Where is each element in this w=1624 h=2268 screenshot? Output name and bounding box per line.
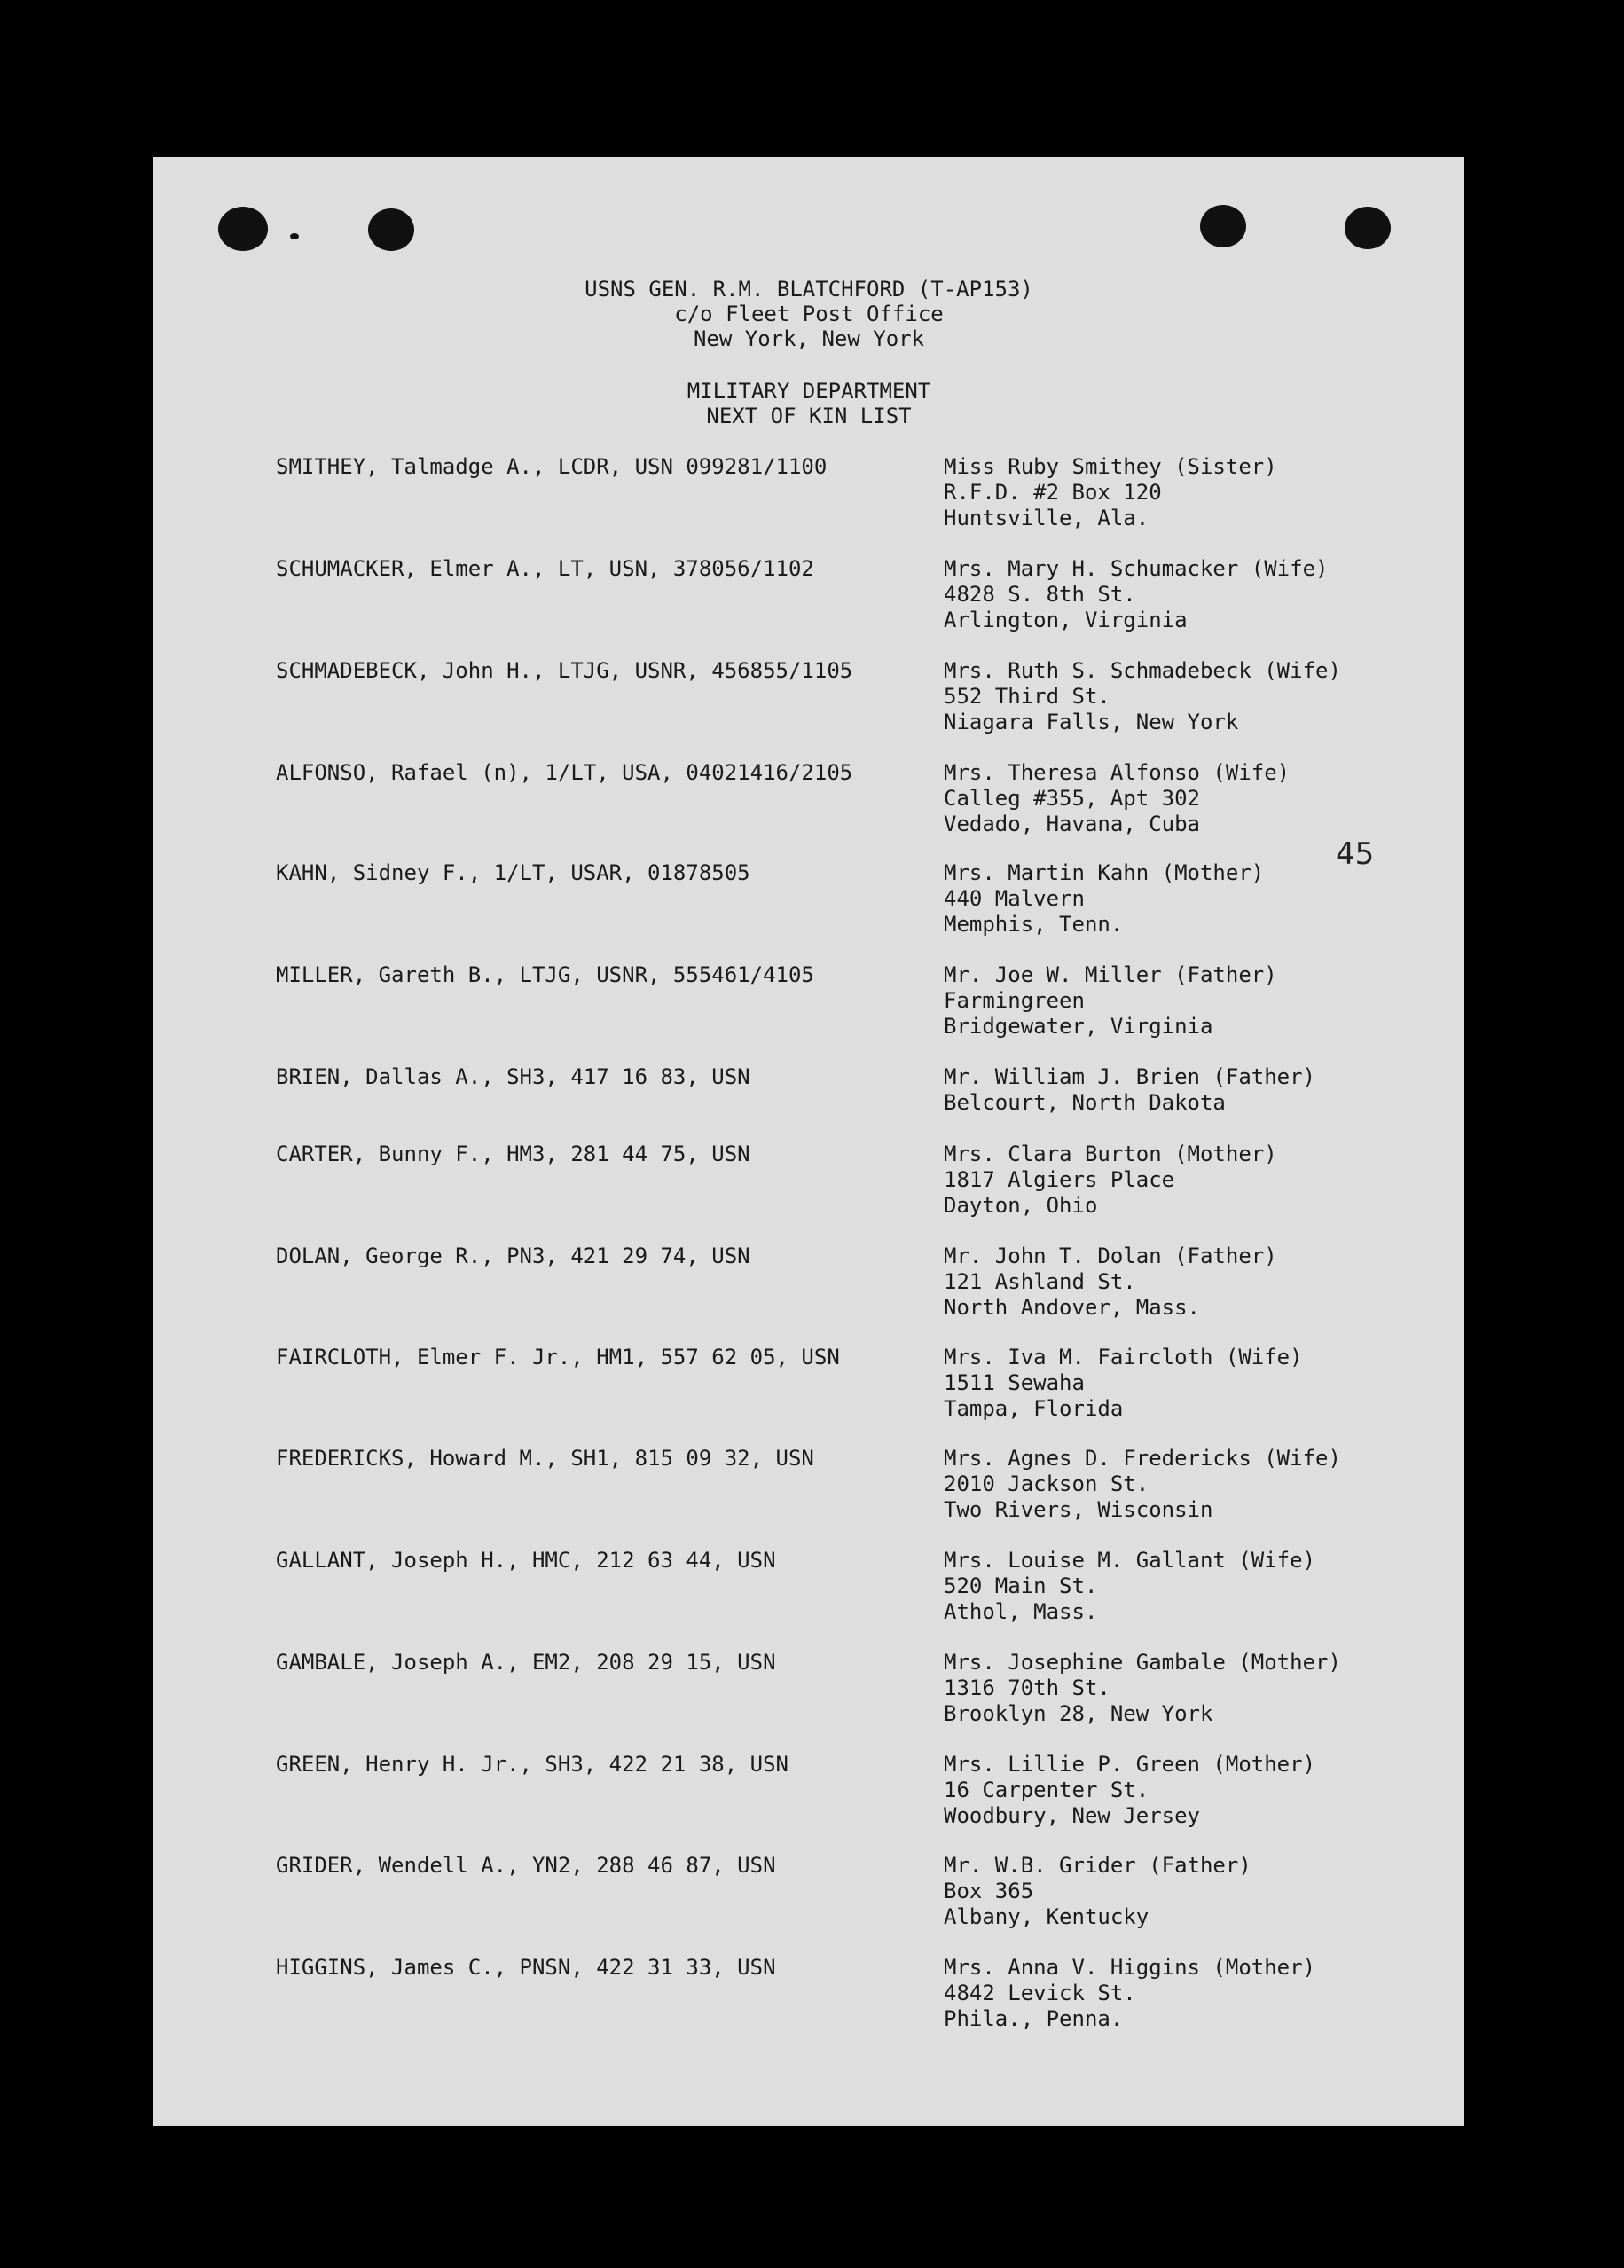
- kin-line: 520 Main St.: [944, 1573, 1098, 1598]
- member-name: MILLER, Gareth B., LTJG, USNR, 555461/4105: [276, 962, 814, 987]
- list-item: [153, 1446, 1464, 1526]
- kin-line: 440 Malvern: [944, 886, 1085, 911]
- kin-line: Mr. John T. Dolan (Father): [944, 1244, 1277, 1268]
- kin-line: Mrs. Mary H. Schumacker (Wife): [944, 556, 1329, 581]
- list-item: [153, 760, 1464, 840]
- kin-line: Huntsville, Ala.: [944, 506, 1149, 530]
- list-item: [153, 556, 1464, 636]
- kin-line: Arlington, Virginia: [944, 608, 1188, 632]
- member-name: CARTER, Bunny F., HM3, 281 44 75, USN: [276, 1142, 750, 1166]
- next-of-kin-address: [944, 860, 1264, 938]
- list-item: [153, 962, 1464, 1042]
- punch-hole-right-2: [1345, 207, 1391, 249]
- next-of-kin-address: [944, 1446, 1341, 1523]
- member-name: GRIDER, Wendell A., YN2, 288 46 87, USN: [276, 1853, 776, 1878]
- next-of-kin-address: [944, 556, 1328, 633]
- kin-line: 552 Third St.: [944, 684, 1110, 709]
- kin-line: Mr. W.B. Grider (Father): [944, 1853, 1251, 1878]
- kin-line: Albany, Kentucky: [944, 1904, 1149, 1929]
- next-of-kin-address: [944, 760, 1290, 837]
- next-of-kin-address: [944, 658, 1341, 735]
- kin-line: Mrs. Clara Burton (Mother): [944, 1142, 1277, 1166]
- kin-line: Bridgewater, Virginia: [944, 1014, 1213, 1039]
- kin-line: Mrs. Anna V. Higgins (Mother): [944, 1955, 1316, 1980]
- member-name: FREDERICKS, Howard M., SH1, 815 09 32, USN: [276, 1446, 814, 1471]
- member-name: SMITHEY, Talmadge A., LCDR, USN 099281/1100: [276, 454, 828, 479]
- next-of-kin-address: [944, 1548, 1315, 1625]
- kin-line: 2010 Jackson St.: [944, 1471, 1149, 1496]
- kin-line: Mrs. Iva M. Faircloth (Wife): [944, 1345, 1303, 1369]
- member-name: GALLANT, Joseph H., HMC, 212 63 44, USN: [276, 1548, 776, 1573]
- header-list-title: NEXT OF KIN LIST: [706, 404, 912, 428]
- header-department: MILITARY DEPARTMENT: [686, 379, 931, 404]
- next-of-kin-address: [944, 1244, 1277, 1321]
- kin-line: Miss Ruby Smithey (Sister): [944, 454, 1277, 479]
- next-of-kin-address: [944, 454, 1277, 531]
- kin-line: Box 365: [944, 1879, 1034, 1903]
- header-care-of: c/o Fleet Post Office: [674, 302, 944, 326]
- kin-line: Mrs. Lillie P. Green (Mother): [944, 1752, 1316, 1777]
- list-item: [153, 1548, 1464, 1628]
- kin-line: Woodbury, New Jersey: [944, 1803, 1200, 1828]
- punch-hole-left-1: [218, 207, 268, 251]
- kin-line: Mrs. Josephine Gambale (Mother): [944, 1650, 1341, 1675]
- kin-line: 1817 Algiers Place: [944, 1167, 1175, 1192]
- kin-line: Mrs. Ruth S. Schmadebeck (Wife): [944, 658, 1341, 683]
- kin-line: North Andover, Mass.: [944, 1295, 1200, 1320]
- kin-line: Mrs. Martin Kahn (Mother): [944, 860, 1265, 885]
- kin-line: Dayton, Ohio: [944, 1193, 1098, 1218]
- list-item: [153, 1650, 1464, 1730]
- member-name: SCHMADEBECK, John H., LTJG, USNR, 456855/1105: [276, 658, 853, 683]
- member-name: BRIEN, Dallas A., SH3, 417 16 83, USN: [276, 1064, 750, 1089]
- list-item: [153, 1142, 1464, 1221]
- kin-line: Two Rivers, Wisconsin: [944, 1497, 1213, 1522]
- page-number: 45: [1336, 836, 1375, 872]
- member-name: HIGGINS, James C., PNSN, 422 31 33, USN: [276, 1955, 776, 1980]
- list-item: [153, 454, 1464, 534]
- kin-line: Athol, Mass.: [944, 1599, 1098, 1624]
- list-item: [153, 1345, 1464, 1424]
- list-item: [153, 1955, 1464, 2035]
- next-of-kin-address: [944, 1064, 1315, 1116]
- member-name: FAIRCLOTH, Elmer F. Jr., HM1, 557 62 05, USN: [276, 1345, 840, 1369]
- kin-line: 121 Ashland St.: [944, 1269, 1136, 1294]
- member-name: DOLAN, George R., PN3, 421 29 74, USN: [276, 1244, 750, 1268]
- member-name: ALFONSO, Rafael (n), 1/LT, USA, 04021416/2105: [276, 760, 853, 785]
- kin-line: 16 Carpenter St.: [944, 1778, 1149, 1802]
- kin-line: Mr. Joe W. Miller (Father): [944, 962, 1277, 987]
- kin-line: Brooklyn 28, New York: [944, 1701, 1213, 1726]
- list-item: [153, 1853, 1464, 1933]
- kin-line: Memphis, Tenn.: [944, 912, 1124, 937]
- header-ship: USNS GEN. R.M. BLATCHFORD (T-AP153): [584, 277, 1033, 302]
- list-item: [153, 860, 1464, 940]
- next-of-kin-address: [944, 1955, 1315, 2032]
- list-item: [153, 1064, 1464, 1144]
- kin-line: 4842 Levick St.: [944, 1981, 1136, 2005]
- next-of-kin-address: [944, 1853, 1251, 1930]
- list-item: [153, 1244, 1464, 1323]
- kin-line: Niagara Falls, New York: [944, 710, 1239, 734]
- member-name: GREEN, Henry H. Jr., SH3, 422 21 38, USN: [276, 1752, 788, 1777]
- member-name: GAMBALE, Joseph A., EM2, 208 29 15, USN: [276, 1650, 776, 1675]
- next-of-kin-address: [944, 1752, 1315, 1829]
- kin-line: Tampa, Florida: [944, 1396, 1124, 1421]
- kin-line: 1511 Sewaha: [944, 1370, 1085, 1395]
- kin-line: Mrs. Louise M. Gallant (Wife): [944, 1548, 1316, 1573]
- member-name: SCHUMACKER, Elmer A., LT, USN, 378056/1102: [276, 556, 814, 581]
- list-item: [153, 658, 1464, 738]
- punch-hole-right-1: [1200, 205, 1246, 247]
- kin-line: Farmingreen: [944, 988, 1085, 1013]
- next-of-kin-address: [944, 1142, 1277, 1219]
- member-name: KAHN, Sidney F., 1/LT, USAR, 01878505: [276, 860, 750, 885]
- kin-line: Vedado, Havana, Cuba: [944, 812, 1200, 836]
- document-page: [153, 157, 1464, 2126]
- next-of-kin-address: [944, 962, 1277, 1040]
- speck-mark: [290, 233, 299, 239]
- kin-line: Belcourt, North Dakota: [944, 1090, 1226, 1115]
- kin-line: Mr. William J. Brien (Father): [944, 1064, 1316, 1089]
- kin-line: Mrs. Theresa Alfonso (Wife): [944, 760, 1291, 785]
- header-city: New York, New York: [693, 326, 925, 351]
- kin-line: 1316 70th St.: [944, 1675, 1110, 1700]
- kin-line: Phila., Penna.: [944, 2006, 1124, 2031]
- list-item: [153, 1752, 1464, 1832]
- punch-hole-left-2: [368, 208, 414, 251]
- kin-line: R.F.D. #2 Box 120: [944, 480, 1162, 505]
- kin-line: 4828 S. 8th St.: [944, 582, 1136, 607]
- next-of-kin-address: [944, 1650, 1341, 1727]
- kin-line: Mrs. Agnes D. Fredericks (Wife): [944, 1446, 1341, 1471]
- next-of-kin-address: [944, 1345, 1303, 1422]
- kin-line: Calleg #355, Apt 302: [944, 786, 1200, 811]
